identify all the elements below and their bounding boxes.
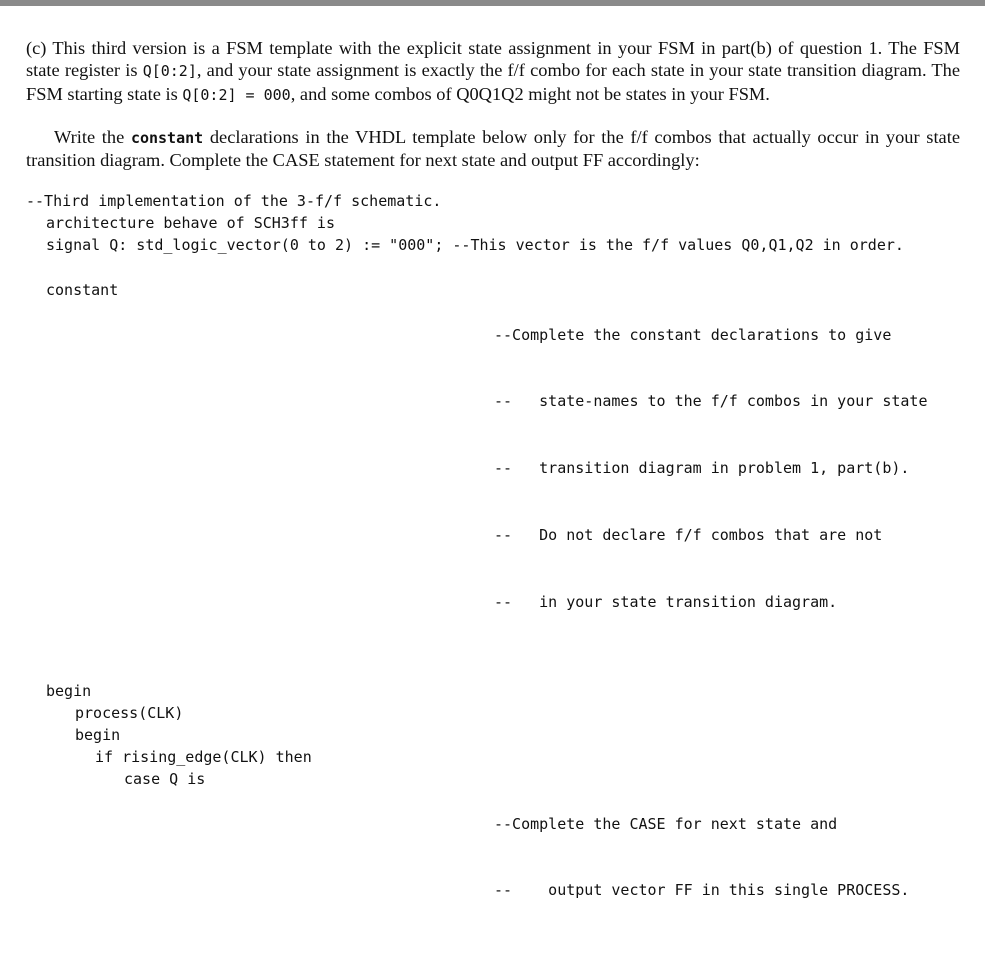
top-border [0,0,985,6]
code-constant-keyword: constant [46,281,119,299]
case-instructions-comment: --Complete the CASE for next state and -- output vector FF in this single PROCESS. [494,814,910,900]
code-process-begin: begin [75,726,121,744]
code-case: case Q is [124,770,206,788]
code-begin: begin [46,682,92,700]
register-code: Q[0:2] [142,62,197,81]
code-process: process(CLK) [75,704,184,722]
code-comment-header: --Third implementation of the 3-f/f schematic. [26,192,442,210]
instruction-paragraph-2: Write the constant declarations in the VHDL template below only for the f/f combos that actually occur in your state transition diagram. Complete the CASE statement for next state and output FF accordingly: [26,127,960,171]
instruction-paragraph-1: (c) This third version is a FSM template with the explicit state assignment in your FSM in part(b) of question 1. The FSM state register is Q[0:2], and your state assignment is exactly the f/f combo for each state in your state transition diagram. The FSM starting state is Q[0:2] = 000, and some combos of Q0Q1Q2 might not be states in your FSM. [26,38,960,104]
constant-instructions-comment: --Complete the constant declarations to give -- state-names to the f/f combos in your state -- transition diagram in problem 1, part(b). -- Do not declare f/f combos that are not -- in your state transition diagram. [494,325,928,612]
code-signal-line: signal Q: std_logic_vector(0 to 2) := "000"; --This vector is the f/f values Q0,Q1,Q2 in order. [46,236,904,254]
code-architecture-line: architecture behave of SCH3ff is [46,214,335,232]
code-if-rising-edge: if rising_edge(CLK) then [95,748,312,766]
constant-keyword-inline: constant [130,129,204,147]
start-state-code: Q[0:2] = 000 [182,85,291,104]
